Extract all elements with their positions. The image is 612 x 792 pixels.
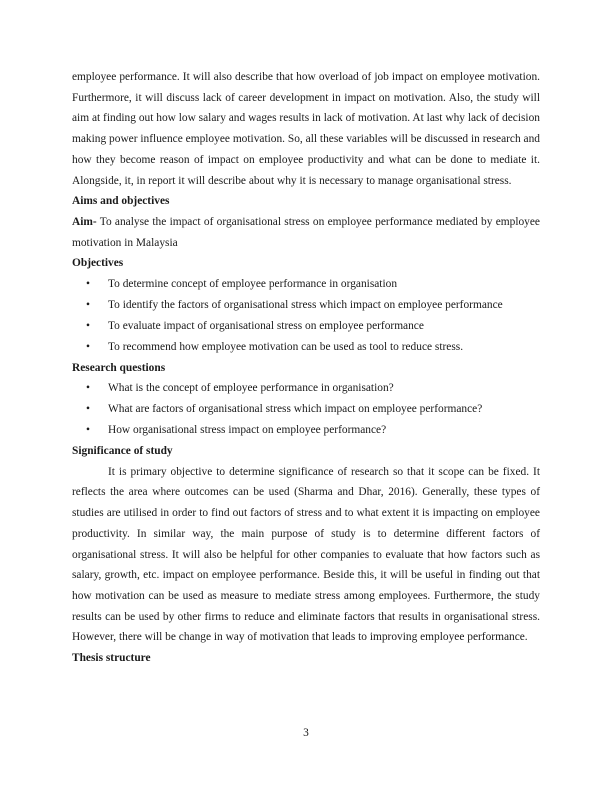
bullet-icon: •: [86, 319, 90, 332]
bullet-icon: •: [86, 278, 90, 291]
significance-heading: Significance of study: [72, 445, 173, 458]
list-item: [72, 274, 540, 295]
list-item-text: How organisational stress impact on employee performance?: [108, 424, 387, 437]
bullet-icon: •: [86, 340, 90, 353]
list-item: [72, 295, 540, 316]
list-item: [72, 316, 540, 337]
list-item: [72, 337, 540, 358]
research-questions-list: [72, 378, 540, 441]
research-questions-heading: Research questions: [72, 361, 166, 374]
significance-paragraph: It is primary objective to determine significance of research so that it scope can be fixed. It reflects the area where outcomes can be used (Sharma and Dhar, 2016). Generally, these types of studies are utilised in order to find out factors of stress and to what extent it is impacting on employee productivity. In similar way, the main purpose of study is to determine different factors of organisational stress. It will also be helpful for other companies to evaluate that how factors such as salary, growth, etc. impact on employee performance. Beside this, it will be useful in finding out that how motivation can be used as measure to mediate stress among employees. Furthermore, the study results can be used by other firms to reduce and eliminate factors that results in organisational stress. However, there will be change in way of motivation that leads to improving employee performance.: [72, 465, 540, 644]
aim-label: Aim-: [72, 215, 97, 228]
list-item: [72, 378, 540, 399]
list-item-text: To determine concept of employee performance in organisation: [108, 278, 398, 291]
aim-text: To analyse the impact of organisational stress on employee performance mediated by employee motivation in Malaysia: [72, 215, 540, 249]
list-item: [72, 399, 540, 420]
bullet-icon: •: [86, 382, 90, 395]
objectives-list: [72, 274, 540, 358]
list-item-text: To recommend how employee motivation can be used as tool to reduce stress.: [108, 340, 464, 353]
bullet-icon: •: [86, 298, 90, 311]
thesis-structure-heading: Thesis structure: [72, 652, 151, 665]
list-item: [72, 420, 540, 441]
objectives-heading: Objectives: [72, 257, 124, 270]
bullet-icon: •: [86, 403, 90, 416]
page-number: 3: [303, 727, 309, 739]
aims-heading: Aims and objectives: [72, 195, 170, 208]
aim-paragraph: [72, 212, 540, 253]
bullet-icon: •: [86, 424, 90, 437]
document-page: [72, 67, 540, 669]
list-item-text: What are factors of organisational stress which impact on employee performance?: [108, 403, 483, 416]
list-item-text: To evaluate impact of organisational stress on employee performance: [108, 319, 424, 332]
list-item-text: To identify the factors of organisational stress which impact on employee performance: [108, 298, 503, 311]
intro-paragraph: employee performance. It will also describe that how overload of job impact on employee motivation. Furthermore, it will discuss lack of career development in impact on motivation. Also, the study will aim at finding out how low salary and wages results in lack of motivation. At last why lack of decision making power influence employee motivation. So, all these variables will be discussed in research and how they become reason of impact on employee productivity and what can be done to mediate it. Alongside, it, in report it will describe about why it is necessary to manage organisational stress.: [72, 71, 540, 187]
list-item-text: What is the concept of employee performance in organisation?: [108, 382, 394, 395]
